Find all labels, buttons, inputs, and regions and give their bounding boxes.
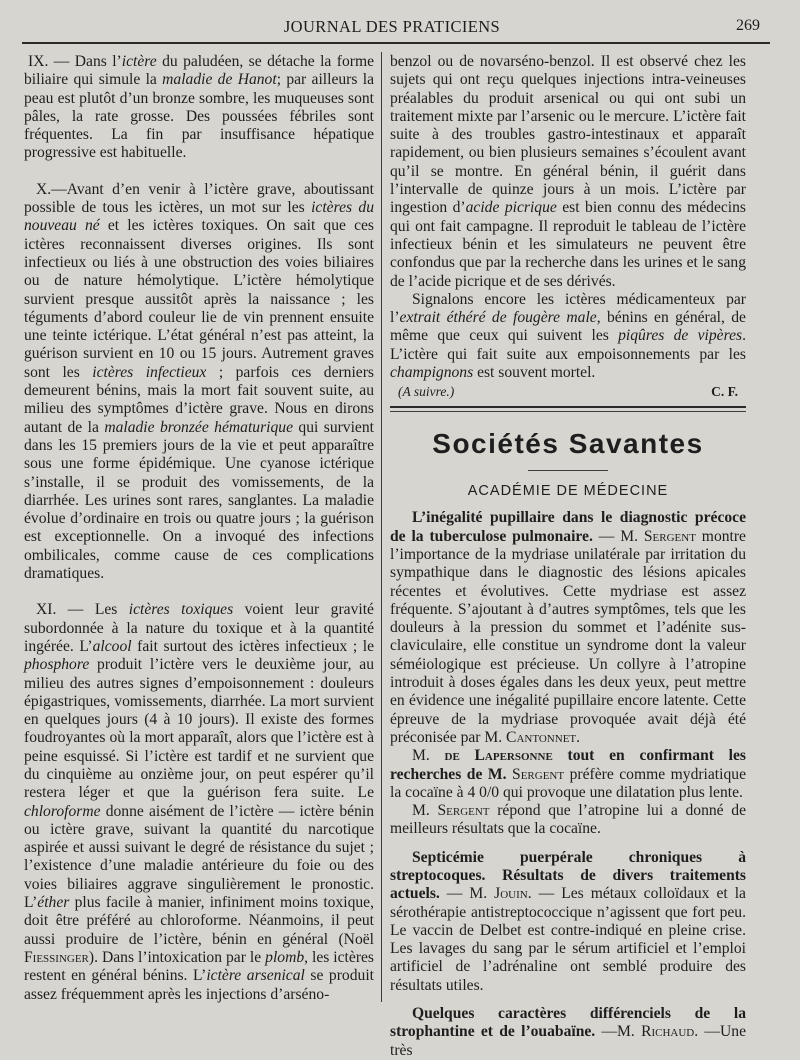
page-number: 269 (736, 17, 760, 34)
text: plus facile à manier, infiniment moins toxique, doit être préféré au chloroforme. Néanmoins, il peut aussi produire de l’ictère, bénin en général (Noël (24, 894, 374, 948)
section-heading: Sociétés Savantes (432, 428, 704, 460)
text: benzol ou de novarséno-benzol. Il est observé chez les sujets qui ont reçu quelques injections intra-veineuses préalables du produit arsenical ou qui ont subi un traitement mixte par l’arsenic ou le mercure. L’ictère fait suite à des troubles gastro-intestinaux et apparaît rapidement, ou bien plusieurs semaines s’écoulent avant qu’il se montre. En général bénin, il guérit dans l’intervalle de quinze jours à un mois. L’ictère par ingestion d’ (390, 53, 746, 217)
text: extrait éthéré de fougère male (399, 309, 597, 327)
text: X.—Avant d’en venir à l’ictère grave, aboutissant possible de tous les ictères, un mot sur les (24, 180, 374, 217)
left-column (24, 53, 374, 1004)
text: Signalons encore les ictères médicamenteux par l’ (390, 290, 746, 327)
text: piqûres de vipères (618, 327, 743, 345)
article-title: Septicémie puerpérale chroniques à streptocoques. Résultats de divers traitements actuels. (390, 848, 746, 903)
quelques-paragraph (390, 1005, 746, 1060)
lapersonne-paragraph (390, 747, 746, 802)
text: répond que l’atropine lui a donné de meilleurs résultats que la cocaïne. (390, 802, 747, 838)
text: se produit assez fréquemment après les injections d’arséno- (24, 967, 374, 1003)
article-footer (390, 384, 746, 400)
text: . — Les métaux colloïdaux et la sérothérapie antistreptococcique n’agissent que fort peu. Le vaccin de Delbet est contre-indiqué en pleine crise. Les lavages du sang par le sérum artificiel et l’emploi artificiel de l’adrénaline ont semblé produire des résultats utiles. (390, 885, 746, 994)
subsection-heading: ACADÉMIE DE MÉDECINE (467, 483, 669, 500)
text: tout en confirmant les recherches de M. (390, 747, 746, 783)
author-name: de Lapersonne (444, 747, 553, 765)
author-signature: C. F. (711, 384, 738, 400)
journal-title: JOURNAL DES PRATICIENS (283, 17, 501, 36)
text: éther (37, 894, 70, 912)
author-name: Cantonnet (506, 728, 577, 746)
section-rule-thin (390, 411, 746, 412)
text: ; parfois ces derniers demeurent bénins, mais la mort fait souvent suite, au milieu des symptômes d’ictère grave. Nous en dirons autant de la (24, 363, 374, 436)
text: ictères du nouveau né (24, 199, 375, 235)
text: est souvent mortel. (473, 364, 596, 382)
text: et les ictères toxiques. On sait que ces ictères reconnaissent diverses origines. Ils sont infectieux ou liés à une obstruction des voies biliaires ou de nature hémolytique. L’ictère hémolytique survient presque aussitôt après la naissance ; les téguments d’abord couleur lie de vin prennent ensuite une teinte ictérique. L’état général n’est pas atteint, la guérison survient en 10 ou 15 jours. Autrement graves sont les (24, 217, 374, 381)
text: . —Une très (390, 1023, 746, 1059)
text: . L’ictère qui fait suite aux empoisonnements par les (390, 327, 746, 363)
spacer (390, 995, 746, 1005)
author-name: Sergent (437, 802, 490, 820)
text: maladie de Hanot (162, 71, 277, 89)
text: ictère arsenical (206, 967, 305, 985)
column-divider (381, 52, 382, 1002)
text: produit l’ictère vers le deuxième jour, au milieu des autres signes d’empoisonnement : douleurs épigastriques, vomissements, diarrhée. La mort survient en quelques jours (4 à 10 jours). Il existe des formes foudroyantes où la mort apparaît, alors que l’ictère est à peine esquissé. Si l’ictère est tardif et ne survient que du cinquième au onzième jour, on peut espérer qu’il restera léger et que la guérison fera suite. Le (24, 656, 374, 802)
article-title: L’inégalité pupillaire dans le diagnostic précoce de la tuberculose pulmonaire. (390, 509, 746, 545)
text: fait surtout des ictères infectieux ; le (131, 637, 374, 655)
page-header (24, 17, 760, 41)
to-be-continued: (A suivre.) (398, 384, 455, 400)
text: — M. (592, 527, 644, 545)
text: ictères toxiques (128, 601, 234, 619)
text: est bien connu des médecins qui ont fait campagne. Il reproduit le tableau de l’ictère infectieux bénin et les simulateurs ne peuvent être confondus que par la recherche dans les urines et le sang de l’acide picrique et de ses dérivés. (390, 199, 746, 290)
section-rule (390, 406, 746, 408)
text: qui survient dans les 15 premiers jours de la vie et peut apparaître sous une forme épidémique. Une cyanose ictérique s’installe, il se produit des vomissements, de la diarrhée. Les urines sont rares, sanglantes. La maladie évolue d’ordinaire en trois ou quatre jours ; la guérison est exceptionnelle. On a invoqué des infections ombilicales, comme cause de ces complications dramatiques. (24, 418, 374, 583)
text: montre l’importance de la mydriase unilatérale par irritation du sympathique dans le diagnostic des lésions apicales récentes et évolutives. Cette mydriase est assez fréquente. S’ajoutant à d’autres symptômes, tels que les douleurs à la pression du sommet et l’adénite sus-claviculaire, elle constitue un syndrome dont la valeur séméiologique est précieuse. Un collyre à l’atropine introduit à doses égales dans les deux yeux, peut mettre en évidence une inégalité pupillaire encore latente. Cette épreuve de la mydriase provoquée avait déjà été préconisée par M. (390, 527, 746, 746)
text: plomb (265, 948, 305, 966)
text: du paludéen, se détache la forme biliaire qui simule la (24, 53, 374, 89)
septicemie-paragraph (390, 849, 746, 995)
article-title: Quelques caractères différenciels de la strophantine et de l’ouabaïne. (390, 1005, 746, 1041)
spacer (24, 163, 374, 181)
sergent-reply-paragraph (390, 802, 746, 839)
header-rule (22, 42, 770, 44)
text: ictère (121, 53, 157, 70)
author-name: Richaud (641, 1023, 695, 1041)
text: préfère comme mydriatique la cocaïne à 4 0/0 qui provoque une dilatation plus lente. (390, 765, 746, 801)
text: M. (412, 802, 438, 820)
author-name: Fiessinger (24, 948, 89, 966)
text: , les ictères restent en général bénins. L’ (24, 948, 374, 985)
right-column (390, 53, 746, 1060)
text: acide picrique (465, 199, 557, 217)
author-name: Jouin (494, 885, 528, 903)
text: ; par ailleurs la peau est plutôt d’un bronze sombre, les muqueuses sont pâles, la rate grosse. Des poussées fébriles sont fréquentes. La fin par insuffisance hépatique progressive est habituelle. (24, 71, 374, 162)
section-x (24, 181, 374, 584)
text: alcool (92, 637, 132, 655)
signalons-paragraph (390, 291, 746, 382)
text: champignons (390, 364, 474, 382)
text: chloroforme (24, 802, 101, 820)
spacer (24, 583, 374, 601)
text: M. (412, 747, 445, 765)
spacer (390, 839, 746, 849)
text: maladie bronzée hématurique (104, 418, 293, 436)
text: ). Dans l’intoxication par le (88, 948, 266, 966)
text: , bénins en général, de même que ceux qui suivent les (390, 309, 746, 345)
continuation-paragraph (390, 53, 746, 291)
text: IX. — Dans l’ (28, 53, 122, 70)
text: donne aisément de l’ictère — ictère bénin ou ictère grave, suivant la quantité du narcotique aspirée et aussi suivant le degré de résistance du sujet ; l’existence d’une maladie antérieure du foie ou des voies biliaires aggrave singulièrement le pronostic. L’ (24, 802, 374, 912)
author-name: Sergent (512, 765, 565, 783)
author-name: Sergent (643, 527, 696, 545)
text: voient leur gravité subordonnée à la nature du toxique et à la quantité ingérée. L’ (24, 601, 374, 655)
text: XI. — Les (36, 601, 129, 619)
text: ictères infectieux (92, 363, 207, 381)
inegalite-paragraph: L’inégalité pupillaire dans le diagnostic précoce de la tuberculose pulmonaire. — M. Sergent montre l’importance de la mydriase unilatérale par irritation du sympathique dans le diagnostic des lésions apicales récentes et évolutives. Cette mydriase est assez fréquente. S’ajoutant à d’autres symptômes, tels que les douleurs à la pression du sommet et l’adénite sus-claviculaire, elle constitue un syndrome dont la valeur séméiologique est précieuse. Un collyre à l’atropine introduit à doses égales dans les deux yeux, peut mettre en évidence une inégalité pupillaire encore latente. Cette épreuve de la mydriase provoquée avait déjà été préconisée par M. Cantonnet. (390, 509, 746, 746)
section-ix (24, 53, 374, 163)
text: —M. (595, 1023, 642, 1041)
text: phosphore (24, 656, 90, 674)
text: — M. (439, 885, 495, 903)
heading-rule (528, 470, 608, 471)
section-xi (24, 601, 374, 1004)
